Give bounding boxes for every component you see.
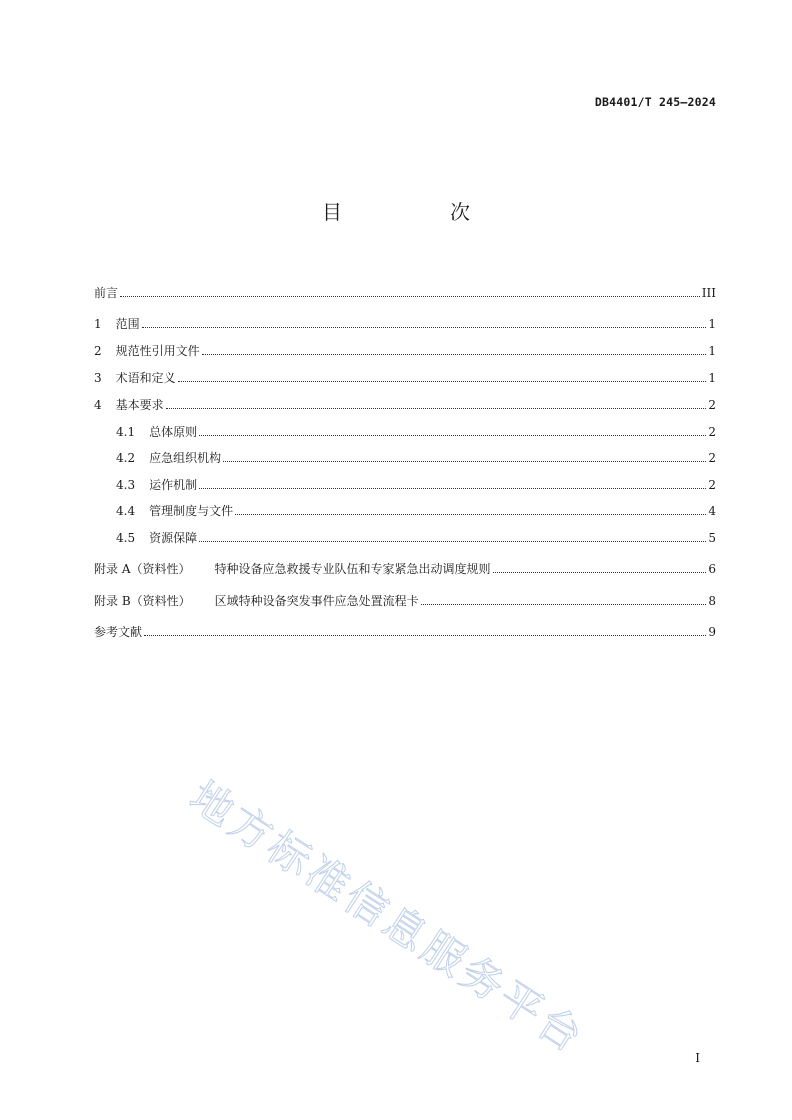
toc-entry[interactable]	[94, 623, 716, 641]
toc-entry-page: 9	[708, 625, 716, 639]
toc-entry-number: 3	[94, 371, 102, 385]
page-number: I	[695, 1051, 700, 1065]
toc-entry-label: 范围	[115, 317, 140, 331]
toc-entry-page: 1	[708, 317, 716, 331]
toc-entry[interactable]	[116, 529, 716, 547]
toc-dot-leader	[223, 461, 706, 462]
document-code: DB4401/T 245—2024	[594, 95, 716, 109]
toc-dot-leader	[199, 435, 706, 436]
toc-entry-label: 规范性引用文件	[115, 344, 200, 358]
toc-entry-label: 总体原则	[149, 425, 198, 439]
toc-entry-page: 2	[708, 425, 716, 439]
toc-entry-label: 区域特种设备突发事件应急处置流程卡	[214, 594, 419, 608]
toc-dot-leader	[199, 488, 706, 489]
toc-entry[interactable]	[94, 342, 716, 360]
toc-dot-leader	[120, 296, 700, 297]
toc-entry-page: 4	[708, 504, 716, 518]
toc-entry-label: 参考文献	[94, 625, 143, 639]
toc-entry[interactable]	[116, 502, 716, 520]
toc-entry-number: 附录 B（资料性）	[94, 594, 191, 608]
toc-entry[interactable]	[116, 449, 716, 467]
toc-entry-number: 4.4	[116, 504, 136, 518]
toc-entry-page: 2	[708, 398, 716, 412]
toc-entry-number: 4.3	[116, 478, 136, 492]
toc-entry-page: 1	[708, 344, 716, 358]
toc-entry-label: 前言	[94, 286, 119, 300]
toc-entry-page: III	[701, 286, 716, 300]
page-title: 目 次	[322, 200, 514, 224]
toc-entry[interactable]	[94, 369, 716, 387]
toc-entry-number: 1	[94, 317, 102, 331]
toc-entry-number: 4.5	[116, 531, 136, 545]
toc-entry-number: 4.2	[116, 451, 136, 465]
toc-entry-number: 4	[94, 398, 102, 412]
toc-entry-page: 6	[708, 562, 716, 576]
toc-entry-label: 基本要求	[115, 398, 164, 412]
toc-dot-leader	[235, 514, 706, 515]
toc-entry-label: 资源保障	[149, 531, 198, 545]
toc-entry[interactable]	[94, 315, 716, 333]
toc-entry-number: 2	[94, 344, 102, 358]
toc-entry-label: 管理制度与文件	[149, 504, 234, 518]
toc-entry-label: 术语和定义	[115, 371, 176, 385]
toc-entry[interactable]	[94, 284, 716, 302]
toc-entry[interactable]	[94, 592, 716, 610]
toc-entry-number: 4.1	[116, 425, 136, 439]
toc-entry-page: 2	[708, 451, 716, 465]
toc-entry[interactable]	[116, 423, 716, 441]
toc-entry-label: 应急组织机构	[149, 451, 222, 465]
toc-entry-page: 2	[708, 478, 716, 492]
toc-dot-leader	[144, 635, 706, 636]
toc-dot-leader	[199, 541, 706, 542]
toc-entry[interactable]	[94, 560, 716, 578]
toc-dot-leader	[178, 381, 707, 382]
toc-dot-leader	[166, 408, 707, 409]
toc-entry-page: 1	[708, 371, 716, 385]
toc-dot-leader	[142, 327, 707, 328]
toc-entry-label: 特种设备应急救援专业队伍和专家紧急出动调度规则	[214, 562, 491, 576]
toc-dot-leader	[493, 572, 707, 573]
toc-entry-page: 5	[708, 531, 716, 545]
toc-dot-leader	[421, 604, 707, 605]
toc-dot-leader	[202, 354, 707, 355]
toc-entry-number: 附录 A（资料性）	[94, 562, 191, 576]
toc-entry[interactable]	[94, 396, 716, 414]
toc-entry[interactable]	[116, 476, 716, 494]
watermark: 地方标准信息服务平台	[181, 771, 594, 1064]
toc-entry-page: 8	[708, 594, 716, 608]
toc-entry-label: 运作机制	[149, 478, 198, 492]
